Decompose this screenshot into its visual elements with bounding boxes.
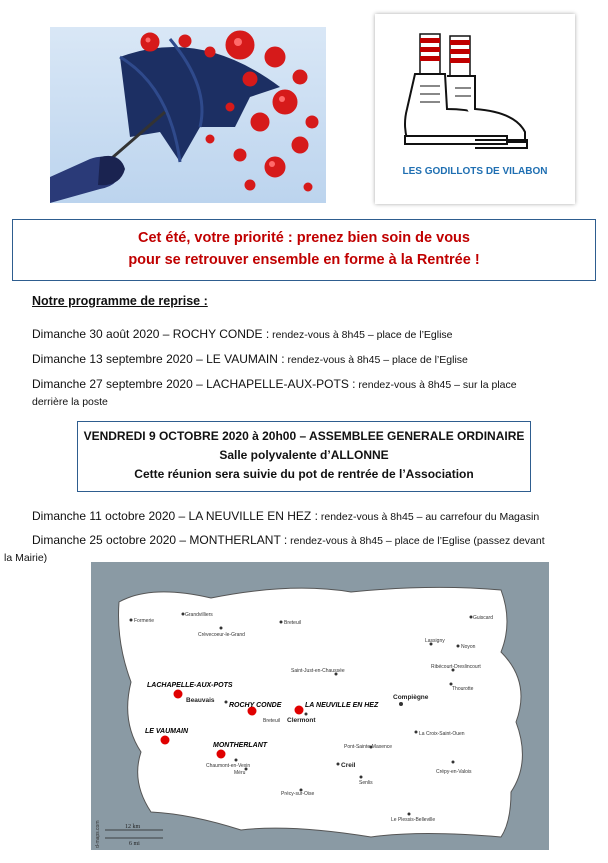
map-city: Précy-sur-Oise xyxy=(281,791,315,797)
event-meeting-cont: la Mairie) xyxy=(4,552,48,564)
scale-mi: 6 mi xyxy=(129,841,140,847)
event-meeting: rendez-vous à 8h45 – au carrefour du Magasin xyxy=(317,511,540,523)
map-city: Pont-Sainte-Maxence xyxy=(344,744,393,750)
event-date-place: Dimanche 25 octobre 2020 – MONTHERLANT : xyxy=(32,533,288,547)
umbrella-virus-image xyxy=(50,27,326,203)
map-city: Crépy-en-Valois xyxy=(436,769,472,775)
scale-km: 12 km xyxy=(125,824,141,830)
place-marker xyxy=(295,706,304,715)
place-label: ROCHY CONDE xyxy=(229,702,282,709)
event-item xyxy=(32,376,517,410)
event-item xyxy=(32,326,453,343)
event-date-place: Dimanche 11 octobre 2020 – LA NEUVILLE EN HEZ : xyxy=(32,509,318,523)
priority-line-1: Cet été, votre priorité : prenez bien soin de vous xyxy=(138,230,470,246)
priority-line-2: pour se retrouver ensemble en forme à la Rentrée ! xyxy=(128,252,480,268)
event-meeting: rendez-vous à 8h45 – place de l’Eglise (passez devant xyxy=(287,535,545,547)
event-meeting: rendez-vous à 8h45 – place de l’Eglise xyxy=(269,329,453,341)
event-meeting: rendez-vous à 8h45 – sur la place xyxy=(355,379,517,391)
place-label: LACHAPELLE-AUX-POTS xyxy=(147,682,233,689)
map-city: Thourotte xyxy=(452,686,474,692)
boots-logo-icon xyxy=(375,14,575,164)
map-city: Chaumont-en-Vexin xyxy=(206,763,251,769)
map-credit: d-maps.com xyxy=(95,820,101,848)
map-city: Compiègne xyxy=(393,694,429,701)
map-city: Saint-Just-en-Chaussée xyxy=(291,668,345,674)
map-city: Lassigny xyxy=(425,638,445,644)
map-city: Beauvais xyxy=(186,697,215,704)
map-city: Senlis xyxy=(359,780,373,786)
map-city: Breteuil xyxy=(284,620,301,626)
general-assembly-box xyxy=(77,421,531,492)
map-city: Méru xyxy=(234,770,246,776)
club-logo-box xyxy=(375,14,575,204)
event-meeting: rendez-vous à 8h45 – place de l’Eglise xyxy=(284,354,468,366)
event-item xyxy=(32,508,539,525)
map-city: Breteuil xyxy=(263,718,280,724)
program-heading: Notre programme de reprise : xyxy=(32,294,208,308)
event-item xyxy=(32,351,468,368)
map-city: Ribécourt-Dreslincourt xyxy=(431,664,481,670)
map-city: Guiscard xyxy=(473,615,494,621)
priority-message-box xyxy=(12,219,596,281)
oise-map xyxy=(91,562,549,850)
assembly-line-2: Salle polyvalente d’ALLONNE xyxy=(219,448,389,462)
place-label: LE VAUMAIN xyxy=(145,728,189,735)
map-city: Clermont xyxy=(287,717,316,724)
place-marker xyxy=(217,750,226,759)
virus-umbrella-illustration xyxy=(50,27,326,203)
map-city: Le Plessis-Belleville xyxy=(391,817,436,823)
place-marker xyxy=(174,690,183,699)
map-city: Formerie xyxy=(134,618,155,624)
map-city: Grandvilliers xyxy=(185,612,213,618)
place-label: LA NEUVILLE EN HEZ xyxy=(305,702,379,709)
event-date-place: Dimanche 13 septembre 2020 – LE VAUMAIN : xyxy=(32,352,285,366)
event-meeting-cont: derrière la poste xyxy=(32,396,108,408)
assembly-line-1: VENDREDI 9 OCTOBRE 2020 à 20h00 – ASSEMBLEE GENERALE ORDINAIRE xyxy=(83,429,525,443)
place-label: MONTHERLANT xyxy=(213,742,268,749)
event-date-place: Dimanche 30 août 2020 – ROCHY CONDE : xyxy=(32,327,270,341)
club-name: LES GODILLOTS DE VILABON xyxy=(402,166,548,177)
event-date-place: Dimanche 27 septembre 2020 – LACHAPELLE-AUX-POTS : xyxy=(32,377,356,391)
event-item xyxy=(4,532,545,566)
map-city: Creil xyxy=(341,762,356,769)
map-svg xyxy=(91,562,549,850)
assembly-line-3: Cette réunion sera suivie du pot de rentrée de l’Association xyxy=(134,467,474,481)
map-city: Noyon xyxy=(461,644,476,650)
map-city: Crèvecoeur-le-Grand xyxy=(198,632,245,638)
map-city: La Croix-Saint-Ouen xyxy=(419,731,465,737)
place-marker xyxy=(161,736,170,745)
